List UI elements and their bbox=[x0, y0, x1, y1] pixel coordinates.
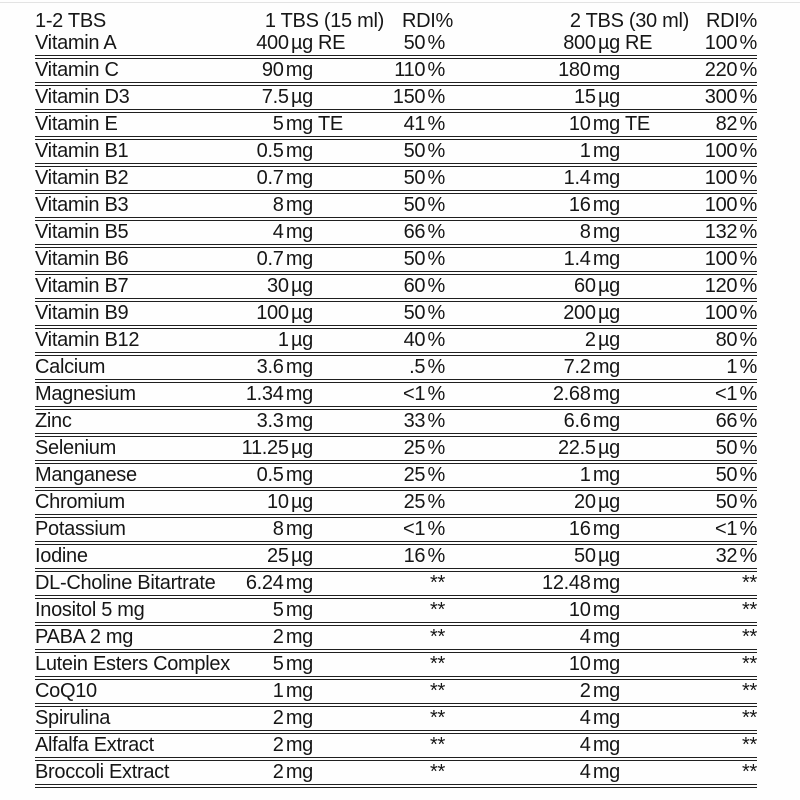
amount-1tbs-cell bbox=[225, 219, 358, 246]
amount-2tbs-cell bbox=[445, 84, 663, 111]
amount-2tbs-cell bbox=[445, 624, 663, 651]
amount-2tbs-cell bbox=[445, 327, 663, 354]
rdi-1tbs-value: 50 % bbox=[358, 138, 445, 165]
table-row bbox=[35, 462, 757, 489]
amount-2tbs-value: 60 µg bbox=[574, 275, 620, 297]
rdi-1tbs-value: 150 % bbox=[358, 84, 445, 111]
rdi-2tbs-value: ** bbox=[663, 570, 757, 597]
table-row bbox=[35, 624, 757, 651]
amount-1tbs-value: 8 mg bbox=[272, 518, 313, 540]
column-header-serving-1tbs: 1 TBS (15 ml) bbox=[264, 10, 384, 32]
amount-1tbs-cell bbox=[225, 678, 358, 705]
rdi-2tbs-value: 120 % bbox=[663, 273, 757, 300]
rdi-1tbs-value: 66 % bbox=[358, 219, 445, 246]
amount-1tbs-cell bbox=[225, 300, 358, 327]
amount-1tbs-cell bbox=[225, 732, 358, 759]
amount-1tbs-value: 30 µg bbox=[267, 275, 313, 297]
amount-1tbs-value: 2 mg bbox=[272, 761, 313, 783]
amount-1tbs-cell bbox=[225, 84, 358, 111]
amount-2tbs-value: 20 µg bbox=[574, 491, 620, 513]
rdi-2tbs-value: ** bbox=[663, 597, 757, 624]
amount-1tbs-value: 10 µg bbox=[267, 491, 313, 513]
rdi-2tbs-value: ** bbox=[663, 732, 757, 759]
amount-1tbs-value: 5 mg bbox=[272, 599, 313, 621]
table-row bbox=[35, 759, 757, 786]
rdi-1tbs-value: 50 % bbox=[358, 165, 445, 192]
table-row bbox=[35, 138, 757, 165]
table-header-row bbox=[35, 8, 757, 32]
amount-2tbs-value: 200 µg bbox=[563, 302, 620, 324]
amount-1tbs-value: 2 mg bbox=[272, 734, 313, 756]
nutrient-name: Vitamin E bbox=[35, 111, 225, 138]
amount-2tbs-value: 4 mg bbox=[579, 734, 620, 756]
rdi-1tbs-value: <1 % bbox=[358, 381, 445, 408]
column-header-rdi-1tbs: RDI% bbox=[401, 10, 453, 32]
amount-1tbs-value: 5 mg bbox=[272, 113, 313, 135]
amount-2tbs-value: 4 mg bbox=[579, 626, 620, 648]
column-header-product: 1-2 TBS bbox=[35, 10, 106, 32]
table-row bbox=[35, 300, 757, 327]
amount-2tbs-cell bbox=[445, 246, 663, 273]
amount-2tbs-cell bbox=[445, 462, 663, 489]
table-row bbox=[35, 543, 757, 570]
amount-1tbs-value: 25 µg bbox=[267, 545, 313, 567]
amount-1tbs-cell bbox=[225, 32, 358, 57]
rdi-2tbs-value: ** bbox=[663, 678, 757, 705]
amount-2tbs-cell bbox=[445, 138, 663, 165]
column-header-rdi-2tbs: RDI% bbox=[705, 10, 757, 32]
amount-1tbs-value: 2 mg bbox=[272, 626, 313, 648]
amount-1tbs-cell bbox=[225, 570, 358, 597]
amount-2tbs-cell bbox=[445, 273, 663, 300]
amount-1tbs-cell bbox=[225, 327, 358, 354]
amount-1tbs-cell bbox=[225, 462, 358, 489]
nutrient-name: Broccoli Extract bbox=[35, 759, 225, 786]
amount-1tbs-value: 11.25 µg bbox=[241, 437, 313, 459]
table-row bbox=[35, 246, 757, 273]
rdi-2tbs-value: 80 % bbox=[663, 327, 757, 354]
amount-2tbs-value: 2 µg bbox=[584, 329, 620, 351]
amount-1tbs-cell bbox=[225, 624, 358, 651]
amount-1tbs-cell bbox=[225, 759, 358, 786]
rdi-1tbs-value: 41 % bbox=[358, 111, 445, 138]
nutrient-name: Inositol 5 mg bbox=[35, 597, 225, 624]
rdi-1tbs-value: ** bbox=[358, 570, 445, 597]
nutrient-name: Vitamin B3 bbox=[35, 192, 225, 219]
amount-1tbs-cell bbox=[225, 111, 358, 138]
table-row bbox=[35, 516, 757, 543]
amount-1tbs-value: 100 µg bbox=[256, 302, 313, 324]
rdi-2tbs-value: 32 % bbox=[663, 543, 757, 570]
rdi-1tbs-value: 25 % bbox=[358, 462, 445, 489]
amount-1tbs-suffix: TE bbox=[318, 113, 343, 135]
amount-2tbs-cell bbox=[445, 597, 663, 624]
rdi-1tbs-value: 50 % bbox=[358, 192, 445, 219]
nutrient-name: Vitamin A bbox=[35, 32, 225, 57]
nutrient-name: Alfalfa Extract bbox=[35, 732, 225, 759]
nutrient-name: CoQ10 bbox=[35, 678, 225, 705]
rdi-2tbs-value: 50 % bbox=[663, 435, 757, 462]
amount-1tbs-value: 0.5 mg bbox=[256, 464, 313, 486]
nutrition-table bbox=[35, 8, 757, 788]
amount-1tbs-value: 4 mg bbox=[272, 221, 313, 243]
amount-1tbs-value: 3.6 mg bbox=[256, 356, 313, 378]
amount-2tbs-suffix: TE bbox=[625, 113, 650, 135]
rdi-2tbs-value: 100 % bbox=[663, 32, 757, 57]
nutrient-name: Potassium bbox=[35, 516, 225, 543]
table-row bbox=[35, 408, 757, 435]
rdi-1tbs-value: 110 % bbox=[358, 57, 445, 84]
amount-2tbs-value: 2.68 mg bbox=[552, 383, 620, 405]
table-row bbox=[35, 354, 757, 381]
nutrient-name: Chromium bbox=[35, 489, 225, 516]
rdi-1tbs-value: ** bbox=[358, 624, 445, 651]
amount-1tbs-value: 1 mg bbox=[272, 680, 313, 702]
table-row bbox=[35, 192, 757, 219]
amount-2tbs-cell bbox=[445, 570, 663, 597]
table-row bbox=[35, 32, 757, 57]
nutrient-name: Selenium bbox=[35, 435, 225, 462]
amount-2tbs-value: 22.5 µg bbox=[557, 437, 620, 459]
amount-2tbs-cell bbox=[445, 435, 663, 462]
nutrient-name: Vitamin B12 bbox=[35, 327, 225, 354]
amount-2tbs-cell bbox=[445, 705, 663, 732]
rdi-1tbs-value: ** bbox=[358, 705, 445, 732]
amount-1tbs-cell bbox=[225, 246, 358, 273]
amount-2tbs-value: 1.4 mg bbox=[563, 167, 620, 189]
amount-1tbs-cell bbox=[225, 597, 358, 624]
nutrient-name: Vitamin B9 bbox=[35, 300, 225, 327]
rdi-2tbs-value: 1 % bbox=[663, 354, 757, 381]
table-row bbox=[35, 381, 757, 408]
table-row bbox=[35, 651, 757, 678]
amount-2tbs-value: 15 µg bbox=[574, 86, 620, 108]
amount-1tbs-value: 8 mg bbox=[272, 194, 313, 216]
amount-1tbs-value: 0.5 mg bbox=[256, 140, 313, 162]
nutrient-name: Lutein Esters Complex bbox=[35, 651, 225, 678]
amount-2tbs-value: 16 mg bbox=[568, 194, 620, 216]
amount-2tbs-value: 10 mg bbox=[568, 113, 620, 135]
amount-2tbs-cell bbox=[445, 381, 663, 408]
rdi-1tbs-value: ** bbox=[358, 597, 445, 624]
nutrient-name: PABA 2 mg bbox=[35, 624, 225, 651]
amount-1tbs-cell bbox=[225, 435, 358, 462]
amount-2tbs-cell bbox=[445, 516, 663, 543]
rdi-2tbs-value: ** bbox=[663, 624, 757, 651]
nutrient-name: DL-Choline Bitartrate bbox=[35, 570, 225, 597]
amount-1tbs-cell bbox=[225, 192, 358, 219]
rdi-2tbs-value: 50 % bbox=[663, 489, 757, 516]
rdi-2tbs-value: ** bbox=[663, 705, 757, 732]
rdi-1tbs-value: ** bbox=[358, 651, 445, 678]
amount-2tbs-cell bbox=[445, 354, 663, 381]
amount-2tbs-cell bbox=[445, 300, 663, 327]
table-row bbox=[35, 84, 757, 111]
amount-2tbs-cell bbox=[445, 408, 663, 435]
rdi-2tbs-value: 100 % bbox=[663, 300, 757, 327]
amount-1tbs-value: 6.24 mg bbox=[245, 572, 313, 594]
rdi-2tbs-value: 82 % bbox=[663, 111, 757, 138]
amount-1tbs-value: 7.5 µg bbox=[261, 86, 313, 108]
amount-1tbs-value: 2 mg bbox=[272, 707, 313, 729]
amount-1tbs-cell bbox=[225, 705, 358, 732]
nutrient-name: Spirulina bbox=[35, 705, 225, 732]
rdi-2tbs-value: 66 % bbox=[663, 408, 757, 435]
amount-1tbs-cell bbox=[225, 489, 358, 516]
amount-1tbs-value: 0.7 mg bbox=[256, 248, 313, 270]
table-row bbox=[35, 570, 757, 597]
amount-2tbs-cell bbox=[445, 219, 663, 246]
rdi-2tbs-value: 50 % bbox=[663, 462, 757, 489]
amount-2tbs-cell bbox=[445, 165, 663, 192]
rdi-1tbs-value: 33 % bbox=[358, 408, 445, 435]
nutrient-name: Magnesium bbox=[35, 381, 225, 408]
amount-2tbs-cell bbox=[445, 111, 663, 138]
amount-2tbs-value: 6.6 mg bbox=[563, 410, 620, 432]
amount-2tbs-cell bbox=[445, 543, 663, 570]
rdi-2tbs-value: 220 % bbox=[663, 57, 757, 84]
amount-1tbs-cell bbox=[225, 516, 358, 543]
rdi-1tbs-value: 50 % bbox=[358, 246, 445, 273]
rdi-1tbs-value: 60 % bbox=[358, 273, 445, 300]
rdi-2tbs-value: 132 % bbox=[663, 219, 757, 246]
amount-1tbs-cell bbox=[225, 273, 358, 300]
nutrient-name: Vitamin B6 bbox=[35, 246, 225, 273]
rdi-1tbs-value: ** bbox=[358, 678, 445, 705]
rdi-2tbs-value: 100 % bbox=[663, 138, 757, 165]
amount-1tbs-cell bbox=[225, 651, 358, 678]
nutrient-name: Manganese bbox=[35, 462, 225, 489]
amount-2tbs-value: 10 mg bbox=[568, 599, 620, 621]
amount-2tbs-value: 7.2 mg bbox=[563, 356, 620, 378]
rdi-1tbs-value: .5 % bbox=[358, 354, 445, 381]
rdi-2tbs-value: <1 % bbox=[663, 381, 757, 408]
amount-2tbs-value: 1 mg bbox=[579, 464, 620, 486]
rdi-2tbs-value: ** bbox=[663, 651, 757, 678]
amount-1tbs-value: 0.7 mg bbox=[256, 167, 313, 189]
rdi-1tbs-value: 25 % bbox=[358, 435, 445, 462]
rdi-2tbs-value: 300 % bbox=[663, 84, 757, 111]
rdi-1tbs-value: ** bbox=[358, 759, 445, 786]
rdi-1tbs-value: 25 % bbox=[358, 489, 445, 516]
nutrient-name: Vitamin B1 bbox=[35, 138, 225, 165]
amount-2tbs-value: 10 mg bbox=[568, 653, 620, 675]
table-row bbox=[35, 435, 757, 462]
amount-2tbs-cell bbox=[445, 759, 663, 786]
rdi-1tbs-value: <1 % bbox=[358, 516, 445, 543]
amount-2tbs-value: 180 mg bbox=[558, 59, 620, 81]
amount-2tbs-cell bbox=[445, 489, 663, 516]
amount-1tbs-suffix: RE bbox=[318, 32, 346, 54]
table-row bbox=[35, 219, 757, 246]
amount-1tbs-cell bbox=[225, 354, 358, 381]
table-row bbox=[35, 111, 757, 138]
amount-2tbs-cell bbox=[445, 32, 663, 57]
amount-2tbs-value: 50 µg bbox=[574, 545, 620, 567]
nutrient-name: Vitamin C bbox=[35, 57, 225, 84]
amount-2tbs-value: 1 mg bbox=[579, 140, 620, 162]
nutrient-name: Vitamin B2 bbox=[35, 165, 225, 192]
rdi-1tbs-value: 50 % bbox=[358, 32, 445, 57]
amount-1tbs-cell bbox=[225, 165, 358, 192]
amount-2tbs-value: 1.4 mg bbox=[563, 248, 620, 270]
nutrient-name: Vitamin B7 bbox=[35, 273, 225, 300]
amount-2tbs-cell bbox=[445, 651, 663, 678]
rdi-1tbs-value: ** bbox=[358, 732, 445, 759]
amount-1tbs-cell bbox=[225, 381, 358, 408]
amount-2tbs-value: 2 mg bbox=[579, 680, 620, 702]
amount-2tbs-value: 8 mg bbox=[579, 221, 620, 243]
amount-1tbs-cell bbox=[225, 57, 358, 84]
rdi-1tbs-value: 40 % bbox=[358, 327, 445, 354]
amount-2tbs-cell bbox=[445, 57, 663, 84]
nutrient-name: Calcium bbox=[35, 354, 225, 381]
amount-2tbs-value: 4 mg bbox=[579, 707, 620, 729]
nutrient-name: Vitamin D3 bbox=[35, 84, 225, 111]
rdi-1tbs-value: 50 % bbox=[358, 300, 445, 327]
amount-2tbs-cell bbox=[445, 732, 663, 759]
amount-1tbs-cell bbox=[225, 408, 358, 435]
column-header-serving-2tbs: 2 TBS (30 ml) bbox=[569, 10, 689, 32]
table-row bbox=[35, 489, 757, 516]
amount-2tbs-value: 4 mg bbox=[579, 761, 620, 783]
nutrient-name: Vitamin B5 bbox=[35, 219, 225, 246]
amount-1tbs-cell bbox=[225, 138, 358, 165]
amount-1tbs-value: 3.3 mg bbox=[256, 410, 313, 432]
nutrient-name: Iodine bbox=[35, 543, 225, 570]
amount-1tbs-value: 5 mg bbox=[272, 653, 313, 675]
rdi-2tbs-value: <1 % bbox=[663, 516, 757, 543]
rdi-2tbs-value: 100 % bbox=[663, 192, 757, 219]
amount-2tbs-cell bbox=[445, 678, 663, 705]
table-row bbox=[35, 597, 757, 624]
nutrient-name: Zinc bbox=[35, 408, 225, 435]
amount-2tbs-value: 12.48 mg bbox=[542, 572, 620, 594]
amount-1tbs-value: 1.34 mg bbox=[245, 383, 313, 405]
amount-1tbs-value: 400 µg bbox=[256, 32, 313, 54]
table-row bbox=[35, 165, 757, 192]
amount-1tbs-value: 1 µg bbox=[277, 329, 313, 351]
table-row bbox=[35, 732, 757, 759]
rdi-2tbs-value: ** bbox=[663, 759, 757, 786]
table-row bbox=[35, 327, 757, 354]
table-row bbox=[35, 273, 757, 300]
table-row bbox=[35, 57, 757, 84]
amount-1tbs-value: 90 mg bbox=[261, 59, 313, 81]
rdi-2tbs-value: 100 % bbox=[663, 246, 757, 273]
amount-1tbs-cell bbox=[225, 543, 358, 570]
table-row bbox=[35, 678, 757, 705]
amount-2tbs-cell bbox=[445, 192, 663, 219]
amount-2tbs-suffix: RE bbox=[625, 32, 653, 54]
amount-2tbs-value: 800 µg bbox=[563, 32, 620, 54]
table-row bbox=[35, 705, 757, 732]
rdi-1tbs-value: 16 % bbox=[358, 543, 445, 570]
rdi-2tbs-value: 100 % bbox=[663, 165, 757, 192]
amount-2tbs-value: 16 mg bbox=[568, 518, 620, 540]
